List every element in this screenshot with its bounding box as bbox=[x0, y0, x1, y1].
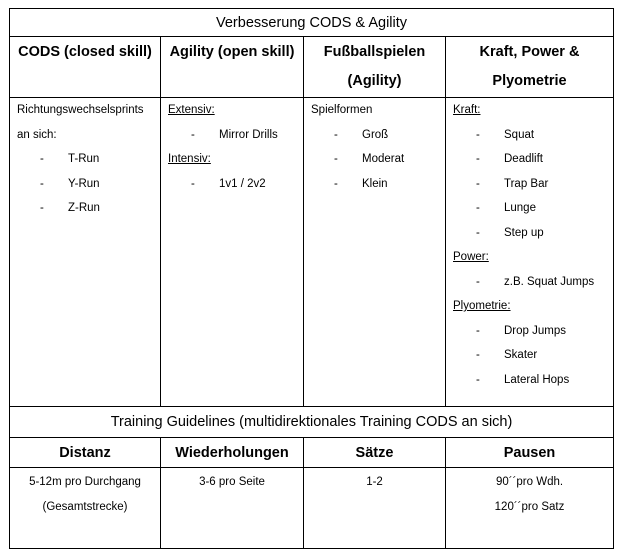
list-item-text: Klein bbox=[362, 177, 388, 190]
cods-intro-line2: an sich: bbox=[17, 128, 57, 141]
saetze-value: 1-2 bbox=[366, 476, 383, 488]
dash-bullet: - bbox=[476, 275, 480, 288]
list-item bbox=[453, 147, 613, 172]
plyometrie-label: Plyometrie: bbox=[453, 300, 511, 312]
list-item bbox=[453, 172, 613, 197]
header-cods: CODS (closed skill) bbox=[10, 37, 161, 98]
distanz-line1: 5-12m pro Durchgang bbox=[29, 476, 141, 488]
intensiv-label: Intensiv: bbox=[168, 153, 211, 165]
list-item bbox=[17, 172, 160, 197]
list-item bbox=[453, 270, 613, 295]
dash-bullet: - bbox=[40, 177, 44, 190]
wiederholungen-value: 3-6 pro Seite bbox=[199, 476, 265, 488]
list-item-text: Y-Run bbox=[68, 177, 100, 190]
guidelines-title: Training Guidelines (multidirektionales Training CODS an sich) bbox=[10, 407, 614, 438]
list-item bbox=[453, 319, 613, 344]
distanz-cell bbox=[10, 468, 161, 549]
dash-bullet: - bbox=[476, 349, 480, 361]
list-item bbox=[311, 147, 445, 172]
dash-bullet: - bbox=[476, 324, 480, 337]
guideline-header-saetze: Sätze bbox=[304, 438, 446, 468]
dash-bullet: - bbox=[191, 128, 195, 141]
list-item-text: Groß bbox=[362, 128, 389, 141]
table-title: Verbesserung CODS & Agility bbox=[10, 9, 614, 37]
list-item-text: Moderat bbox=[362, 153, 405, 165]
list-item bbox=[453, 196, 613, 221]
guideline-header-pausen: Pausen bbox=[446, 438, 614, 468]
cods-agility-table bbox=[9, 8, 614, 549]
list-item bbox=[17, 147, 160, 172]
header-kraft-line1: Kraft, Power & bbox=[479, 44, 580, 60]
saetze-cell bbox=[304, 468, 446, 549]
list-item bbox=[168, 172, 303, 197]
list-item-text: Trap Bar bbox=[504, 177, 549, 190]
header-fussball-line2: (Agility) bbox=[347, 73, 402, 89]
dash-bullet: - bbox=[334, 177, 338, 190]
list-item-text: Lateral Hops bbox=[504, 373, 570, 386]
header-fussball bbox=[304, 37, 446, 98]
pausen-line2: 120´´pro Satz bbox=[494, 500, 565, 513]
list-item-text: Z-Run bbox=[68, 202, 100, 214]
list-item bbox=[17, 196, 160, 221]
list-item-text: z.B. Squat Jumps bbox=[504, 275, 595, 288]
dash-bullet: - bbox=[476, 177, 480, 190]
list-item-text: Deadlift bbox=[504, 153, 543, 165]
list-item bbox=[453, 221, 613, 246]
guideline-header-wiederholungen: Wiederholungen bbox=[161, 438, 304, 468]
list-item bbox=[311, 172, 445, 197]
dash-bullet: - bbox=[334, 153, 338, 165]
cods-intro-line1: Richtungswechselsprints bbox=[17, 104, 144, 116]
power-label: Power: bbox=[453, 251, 489, 263]
distanz-line2: (Gesamtstrecke) bbox=[42, 500, 128, 513]
kraft-label: Kraft: bbox=[453, 104, 481, 116]
list-item-text: Step up bbox=[504, 226, 544, 239]
pausen-cell bbox=[446, 468, 614, 549]
list-item bbox=[453, 343, 613, 368]
list-item-text: Squat bbox=[504, 128, 535, 141]
header-agility: Agility (open skill) bbox=[161, 37, 304, 98]
pausen-line1: 90´´pro Wdh. bbox=[495, 476, 564, 488]
dash-bullet: - bbox=[476, 128, 480, 141]
dash-bullet: - bbox=[40, 202, 44, 214]
cods-cell bbox=[10, 98, 161, 407]
wiederholungen-cell bbox=[161, 468, 304, 549]
list-item-text: Mirror Drills bbox=[219, 128, 278, 141]
dash-bullet: - bbox=[476, 153, 480, 165]
list-item-text: Drop Jumps bbox=[504, 324, 566, 337]
header-kraft bbox=[446, 37, 614, 98]
list-item bbox=[453, 123, 613, 148]
list-item-text: 1v1 / 2v2 bbox=[219, 177, 266, 190]
list-item bbox=[453, 368, 613, 393]
header-fussball-line1: Fußballspielen bbox=[323, 44, 426, 60]
guideline-header-distanz: Distanz bbox=[10, 438, 161, 468]
dash-bullet: - bbox=[476, 202, 480, 214]
extensiv-label: Extensiv: bbox=[168, 104, 215, 116]
list-item bbox=[168, 123, 303, 148]
dash-bullet: - bbox=[191, 177, 195, 190]
fussball-cell bbox=[304, 98, 446, 407]
list-item-text: Lunge bbox=[504, 202, 536, 214]
agility-cell bbox=[161, 98, 304, 407]
list-item bbox=[311, 123, 445, 148]
dash-bullet: - bbox=[476, 226, 480, 239]
list-item-text: Skater bbox=[504, 349, 538, 361]
kraft-cell bbox=[446, 98, 614, 407]
dash-bullet: - bbox=[476, 373, 480, 386]
spielformen-label: Spielformen bbox=[311, 104, 373, 116]
dash-bullet: - bbox=[334, 128, 338, 141]
dash-bullet: - bbox=[40, 153, 44, 165]
header-kraft-line2: Plyometrie bbox=[492, 73, 567, 89]
list-item-text: T-Run bbox=[68, 153, 100, 165]
